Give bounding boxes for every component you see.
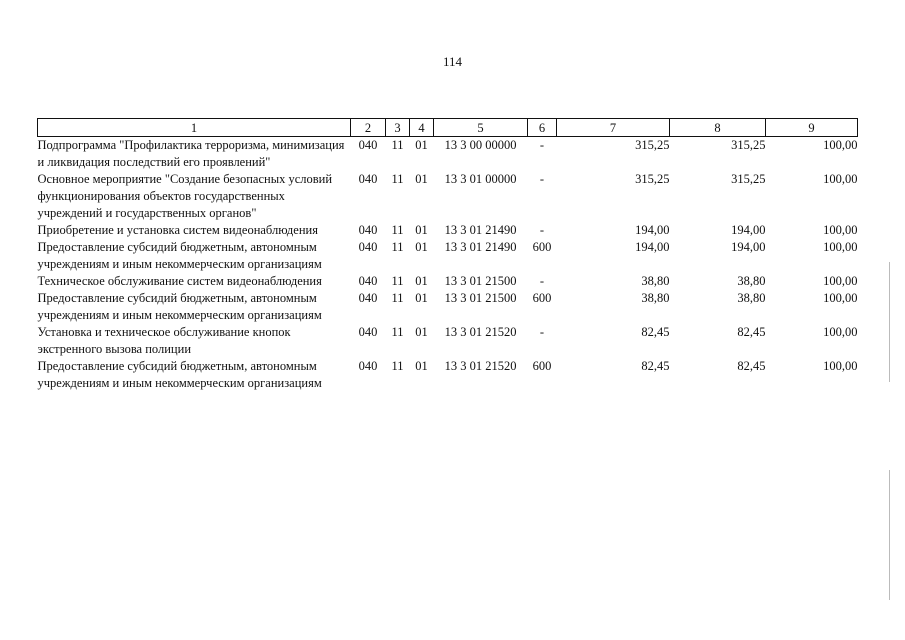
cell-col5: 13 3 01 00000 xyxy=(444,172,517,186)
cell-col2: 040 xyxy=(358,172,378,186)
cell-col8: 194,00 xyxy=(731,240,766,254)
cell-col9: 100,00 xyxy=(823,359,858,373)
cell-col7: 82,45 xyxy=(641,359,670,373)
cell-col6: - xyxy=(539,223,545,237)
table-row xyxy=(38,324,858,358)
row-name: Приобретение и установка систем видеонаблюдения xyxy=(37,223,318,237)
cell-col7: 315,25 xyxy=(635,172,670,186)
table-row xyxy=(38,171,858,222)
cell-col8: 315,25 xyxy=(731,138,766,152)
cell-col4: 01 xyxy=(415,240,428,254)
cell-col9: 100,00 xyxy=(823,240,858,254)
cell-col6: 600 xyxy=(532,240,552,254)
cell-col7: 38,80 xyxy=(641,274,670,288)
cell-col4: 01 xyxy=(415,138,428,152)
cell-col5: 13 3 01 21500 xyxy=(444,291,517,305)
cell-col8: 194,00 xyxy=(731,223,766,237)
cell-col4: 01 xyxy=(415,172,428,186)
column-header: 8 xyxy=(670,119,766,137)
cell-col8: 82,45 xyxy=(737,325,766,339)
cell-col9: 100,00 xyxy=(823,172,858,186)
row-name: Подпрограмма "Профилактика терроризма, минимизация и ликвидация последствий его проявлений" xyxy=(37,138,345,169)
budget-table xyxy=(37,118,858,392)
cell-col4: 01 xyxy=(415,223,428,237)
row-name: Установка и техническое обслуживание кнопок экстренного вызова полиции xyxy=(37,325,291,356)
cell-col3: 11 xyxy=(391,223,404,237)
cell-col5: 13 3 01 21490 xyxy=(444,240,517,254)
cell-col3: 11 xyxy=(391,274,404,288)
cell-col6: - xyxy=(539,325,545,339)
row-name: Предоставление субсидий бюджетным, автономным учреждениям и иным некоммерческим организациям xyxy=(37,240,322,271)
column-header: 3 xyxy=(386,119,410,137)
cell-col7: 82,45 xyxy=(641,325,670,339)
column-header: 9 xyxy=(766,119,858,137)
cell-col3: 11 xyxy=(391,240,404,254)
cell-col2: 040 xyxy=(358,274,378,288)
row-name: Техническое обслуживание систем видеонаблюдения xyxy=(37,274,322,288)
cell-col4: 01 xyxy=(415,291,428,305)
scan-edge-mark xyxy=(889,470,890,600)
cell-col3: 11 xyxy=(391,138,404,152)
cell-col5: 13 3 01 21500 xyxy=(444,274,517,288)
table-row xyxy=(38,137,858,172)
scan-edge-mark xyxy=(889,262,890,382)
cell-col4: 01 xyxy=(415,274,428,288)
column-header: 4 xyxy=(410,119,434,137)
column-header: 7 xyxy=(557,119,670,137)
cell-col4: 01 xyxy=(415,359,428,373)
row-name: Предоставление субсидий бюджетным, автономным учреждениям и иным некоммерческим организациям xyxy=(37,291,322,322)
cell-col2: 040 xyxy=(358,291,378,305)
cell-col3: 11 xyxy=(391,291,404,305)
table-row xyxy=(38,239,858,273)
cell-col7: 315,25 xyxy=(635,138,670,152)
cell-col4: 01 xyxy=(415,325,428,339)
table-row xyxy=(38,273,858,290)
table-row xyxy=(38,358,858,392)
cell-col9: 100,00 xyxy=(823,138,858,152)
cell-col7: 38,80 xyxy=(641,291,670,305)
cell-col2: 040 xyxy=(358,240,378,254)
cell-col5: 13 3 01 21520 xyxy=(444,359,517,373)
table-row xyxy=(38,290,858,324)
cell-col5: 13 3 01 21520 xyxy=(444,325,517,339)
header-row xyxy=(38,119,858,137)
row-name: Основное мероприятие "Создание безопасных условий функционирования объектов государственных учреждений и государственных органов" xyxy=(37,172,333,220)
cell-col6: - xyxy=(539,274,545,288)
cell-col7: 194,00 xyxy=(635,240,670,254)
cell-col5: 13 3 00 00000 xyxy=(444,138,517,152)
cell-col2: 040 xyxy=(358,223,378,237)
cell-col5: 13 3 01 21490 xyxy=(444,223,517,237)
column-header: 1 xyxy=(38,119,351,137)
cell-col6: 600 xyxy=(532,291,552,305)
column-header: 6 xyxy=(528,119,557,137)
table-row xyxy=(38,222,858,239)
column-header: 5 xyxy=(434,119,528,137)
page-number: 114 xyxy=(442,54,463,69)
cell-col8: 38,80 xyxy=(737,274,766,288)
cell-col2: 040 xyxy=(358,138,378,152)
row-name: Предоставление субсидий бюджетным, автономным учреждениям и иным некоммерческим организациям xyxy=(37,359,322,390)
cell-col7: 194,00 xyxy=(635,223,670,237)
cell-col6: 600 xyxy=(532,359,552,373)
column-header: 2 xyxy=(351,119,386,137)
cell-col2: 040 xyxy=(358,359,378,373)
cell-col3: 11 xyxy=(391,325,404,339)
cell-col3: 11 xyxy=(391,359,404,373)
cell-col3: 11 xyxy=(391,172,404,186)
cell-col8: 82,45 xyxy=(737,359,766,373)
cell-col6: - xyxy=(539,172,545,186)
cell-col6: - xyxy=(539,138,545,152)
cell-col9: 100,00 xyxy=(823,223,858,237)
cell-col8: 315,25 xyxy=(731,172,766,186)
cell-col2: 040 xyxy=(358,325,378,339)
cell-col8: 38,80 xyxy=(737,291,766,305)
cell-col9: 100,00 xyxy=(823,274,858,288)
cell-col9: 100,00 xyxy=(823,291,858,305)
cell-col9: 100,00 xyxy=(823,325,858,339)
